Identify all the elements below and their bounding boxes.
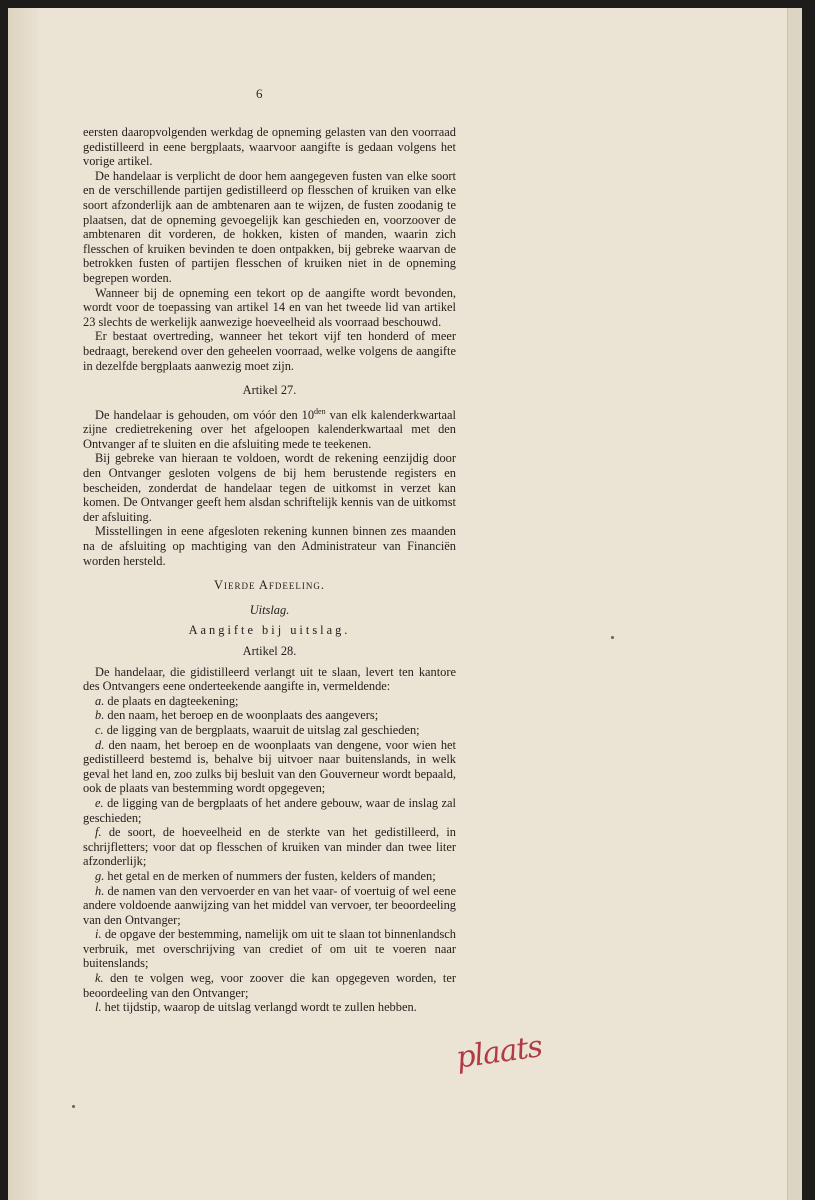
paragraph: Bij gebreke van hieraan te voldoen, wordt de rekening eenzijdig door den Ontvanger gesloten volgens de bij hem berustende registers en bescheiden, zonderdat de handelaar tegen de uitkomst in verzet kan komen. De Ontvanger geeft hem alsdan schriftelijk kennis van de uitkomst der afsluiting. <box>83 451 456 524</box>
body-text <box>83 125 456 1015</box>
list-item-letter: k. <box>95 971 104 986</box>
list-item <box>83 796 456 825</box>
list-item <box>83 971 456 1000</box>
list-item <box>83 869 456 884</box>
page-spine-shadow <box>8 8 38 1200</box>
article-28-heading: Artikel 28. <box>242 644 297 658</box>
list-item <box>83 738 456 796</box>
section-title: Uitslag. <box>249 602 290 617</box>
article-27-heading: Artikel 27. <box>242 383 297 398</box>
paragraph: De handelaar, die gidistilleerd verlangt uit te slaan, levert ten kantore des Ontvangers eene onderteekende aangifte in, vermeldende: <box>83 664 456 694</box>
list-item-text: de soort, de hoeveelheid en de sterkte van het gedistilleerd, in schrijfletters; voor dat op flesschen of kruiken van minder dan twee liter afzonderlijk; <box>83 825 456 869</box>
list-item-text: de namen van den vervoerder en van het vaar- of voertuig of wel eene andere voldoende aanwijzing van het middel van vervoer, ter beoordeeling van den Ontvanger; <box>83 883 456 927</box>
list-item-letter: a. <box>95 693 105 708</box>
list-item-letter: g. <box>95 868 105 883</box>
list-item-text: de ligging van de bergplaats of het andere gebouw, waar de inslag zal geschieden; <box>83 795 456 825</box>
list-item-letter: d. <box>95 737 105 752</box>
list-item-letter: h. <box>95 883 105 898</box>
paragraph: Er bestaat overtreding, wanneer het tekort vijf ten honderd of meer bedraagt, berekend over den geheelen voorraad, welke volgens de aangifte in dezelfde bergplaats aanwezig moet zijn. <box>83 329 456 373</box>
text-run: van elk kalenderkwartaal zijne credietrekening over het afgeloopen kalenderkwartaal met den Ontvanger af te sluiten en die afsluiting mede te teekenen. <box>83 407 456 451</box>
list-item-letter: f. <box>95 825 102 840</box>
superscript: den <box>314 406 326 416</box>
speck <box>611 636 614 639</box>
list-item <box>83 927 456 971</box>
handwritten-annotation: plaats <box>453 1029 545 1076</box>
paragraph: eersten daaropvolgenden werkdag de opneming gelasten van den voorraad gedistilleerd in eene bergplaats, waarvoor aangifte is gedaan volgens het vorige artikel. <box>83 125 456 169</box>
paragraph: Misstellingen in eene afgesloten rekening kunnen binnen zes maanden na de afsluiting op machtiging van den Administrateur van Financiën worden hersteld. <box>83 524 456 568</box>
document-page <box>8 8 802 1200</box>
section-heading: Vierde Afdeeling. <box>214 578 325 593</box>
list-item <box>83 694 456 709</box>
list-item-letter: i. <box>95 927 102 942</box>
list-item-text: den te volgen weg, voor zoover die kan opgegeven worden, ter beoordeeling van den Ontvanger; <box>83 971 456 1000</box>
article-28-list <box>83 694 456 1015</box>
list-item <box>83 723 456 738</box>
list-item-text: de plaats en dagteekening; <box>107 693 239 708</box>
list-item <box>83 884 456 928</box>
list-item-text: het tijdstip, waarop de uitslag verlangd wordt te zullen hebben. <box>104 1000 417 1015</box>
list-item-text: den naam, het beroep en de woonplaats des aangevers; <box>107 708 379 723</box>
list-item <box>83 1000 456 1015</box>
text-run: De handelaar is gehouden, om vóór den 10 <box>95 407 315 422</box>
list-item-letter: b. <box>95 708 105 723</box>
list-item <box>83 708 456 723</box>
paragraph: De handelaar is verplicht de door hem aangegeven fusten van elke soort en de verschillende partijen gedistilleerd op flesschen of kruiken van elke soort afzonderlijk aan de ambtenaren aan te wijzen, de fusten zoodanig te plaatsen, dat de opneming gevoegelijk kan geschieden en, voorzoover de ambtenaren dit vorderen, de hokken, kisten of manden, waarin zich flesschen of kruiken bevinden te doen ontpakken, bij gebreke waarvan de betrokken fusten of partijen flesschen of kruiken niet in de opneming begrepen worden. <box>83 168 456 285</box>
section-subtitle: Aangifte bij uitslag. <box>188 623 351 638</box>
paragraph: Wanneer bij de opneming een tekort op de aangifte wordt bevonden, wordt voor de toepassing van artikel 14 en van het tweede lid van artikel 23 slechts de werkelijk aanwezige hoeveelheid als voorraad beschouwd. <box>83 285 456 329</box>
list-item-text: het getal en de merken of nummers der fusten, kelders of manden; <box>107 868 436 883</box>
list-item-text: de ligging van de bergplaats, waaruit de uitslag zal geschieden; <box>106 722 420 737</box>
speck <box>72 1105 75 1108</box>
page-edge <box>787 8 802 1200</box>
list-item-text: de opgave der bestemming, namelijk om uit te slaan tot binnenlandsch verbruik, met overschrijving van crediet of om uit te voeren naar buitenslands; <box>83 927 456 971</box>
list-item-letter: e. <box>95 795 104 810</box>
list-item-text: den naam, het beroep en de woonplaats van dengene, voor wien het gedistilleerd bestemd is, behalve bij uitvoer naar buitenslands, in welk geval het land en, zoo zulks bij besluit van den Gouverneur wordt bepaald, ook de plaats van bestemming wordt opgegeven; <box>83 737 456 796</box>
list-item-letter: l. <box>95 1000 102 1015</box>
list-item <box>83 825 456 869</box>
paragraph <box>83 408 456 452</box>
page-number: 6 <box>256 86 263 101</box>
list-item-letter: c. <box>95 722 104 737</box>
